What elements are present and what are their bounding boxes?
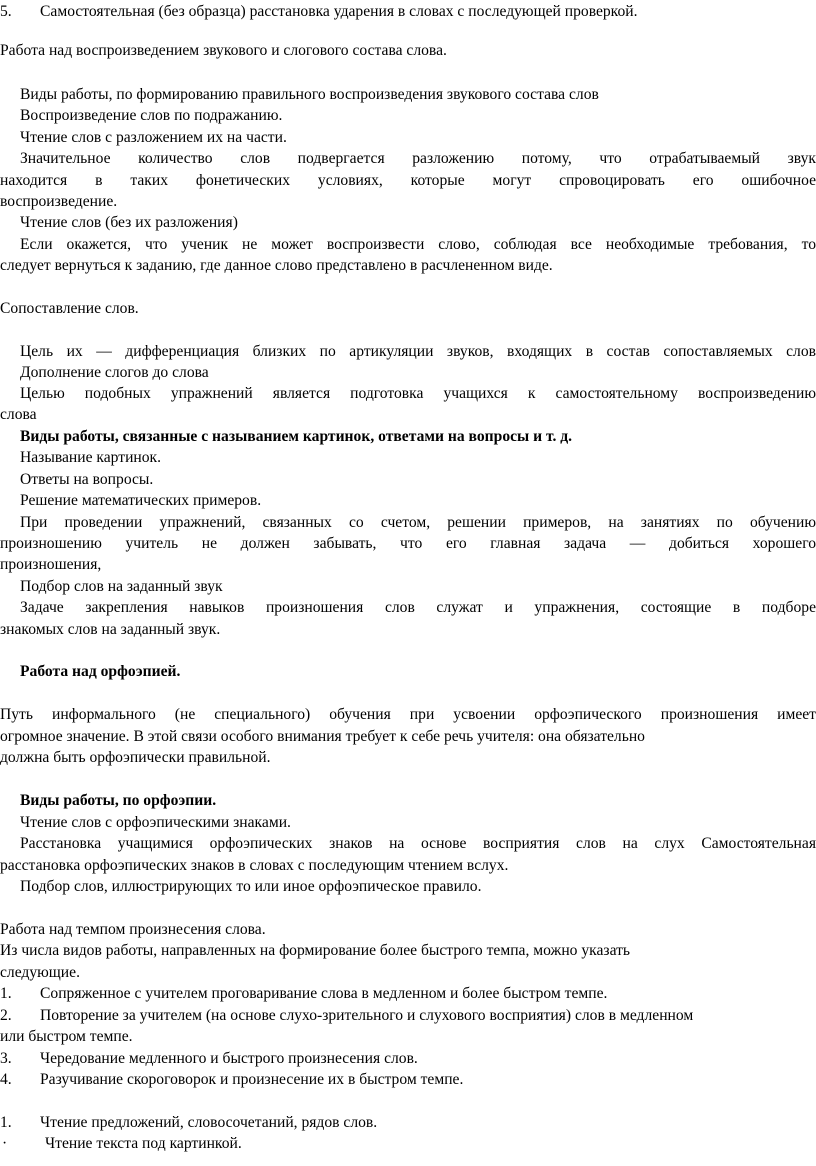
- paragraph-line: Дополнение слогов до слова: [20, 364, 209, 381]
- list-number: 3.: [0, 1050, 12, 1067]
- paragraph-line: слова: [0, 406, 37, 423]
- paragraph-line: Расстановка учащимися орфоэпических знаков на основе восприятия слов на слух Самостоятельная: [20, 835, 816, 852]
- paragraph-line: следующие.: [0, 964, 80, 981]
- list-number: 2.: [0, 1007, 12, 1024]
- list-item: [0, 1134, 816, 1156]
- paragraph-line: Чтение слов (без их разложения): [20, 214, 238, 231]
- paragraph-line: Из числа видов работы, направленных на формирование более быстрого темпа, можно указать: [0, 942, 631, 959]
- paragraph-line: воспроизведение.: [0, 193, 118, 210]
- section-heading: Работа над темпом произнесения слова.: [0, 921, 266, 938]
- bullet: ·: [2, 1135, 8, 1152]
- section-heading: Сопоставление слов.: [0, 300, 139, 317]
- paragraph-line: Значительное количество слов подвергается разложению потому, что отрабатываемый звук: [20, 150, 816, 167]
- list-number: 5.: [0, 3, 12, 20]
- list-item-text: Повторение за учителем (на основе слухо-зрительного и слухового восприятия) слов в медленном: [40, 1007, 694, 1024]
- paragraph-line: Ответы на вопросы.: [20, 471, 154, 488]
- list-item: [0, 984, 816, 1006]
- paragraph-line: Путь информального (не специального) обучения при усвоении орфоэпического произношения имеет: [0, 706, 816, 723]
- paragraph-line: Называние картинок.: [20, 449, 162, 466]
- paragraph-line: Целью подобных упражнений является подготовка учащихся к самостоятельному воспроизведению: [20, 385, 816, 402]
- list-item: [0, 1049, 816, 1071]
- bold-heading: Виды работы, связанные с называнием картинок, ответами на вопросы и т. д.: [20, 428, 573, 445]
- paragraph-line: Решение математических примеров.: [20, 492, 262, 509]
- paragraph-line: Подбор слов, иллюстрирующих то или иное орфоэпическое правило.: [20, 878, 482, 895]
- paragraph-line: должна быть орфоэпически правильной.: [0, 749, 271, 766]
- paragraph-line: Воспроизведение слов по подражанию.: [20, 107, 283, 124]
- paragraph-line: Чтение слов с орфоэпическими знаками.: [20, 814, 291, 831]
- section-heading: Работа над воспроизведением звукового и слогового состава слова.: [0, 42, 447, 59]
- paragraph-line: следует вернуться к заданию, где данное слово представлено в расчлененном виде.: [0, 257, 553, 274]
- paragraph-line: Задаче закрепления навыков произношения слов служат и упражнения, состоящие в подборе: [20, 599, 816, 616]
- list-item-text: Сопряженное с учителем проговаривание слова в медленном и более быстром темпе.: [40, 985, 608, 1002]
- list-item: [0, 1006, 816, 1028]
- paragraph-line: находится в таких фонетических условиях, которые могут спровоцировать его ошибочное: [0, 172, 816, 189]
- list-item: [0, 1113, 816, 1135]
- list-number: 1.: [0, 1114, 12, 1131]
- paragraph-line: Подбор слов на заданный звук: [20, 578, 223, 595]
- paragraph-line: Если окажется, что ученик не может воспроизвести слово, соблюдая все необходимые требования, то: [20, 236, 816, 253]
- paragraph-line: Чтение слов с разложением их на части.: [20, 129, 287, 146]
- paragraph-line: Цель их — дифференциация близких по артикуляции звуков, входящих в состав сопоставляемых слов: [20, 343, 816, 360]
- paragraph-line: произношению учитель не должен забывать, что его главная задача — добиться хорошего: [0, 535, 816, 552]
- paragraph-line: произношения,: [0, 556, 102, 573]
- list-item-text: Чтение предложений, словосочетаний, рядов слов.: [40, 1114, 378, 1131]
- list-number: 1.: [0, 985, 12, 1002]
- bold-heading: Работа над орфоэпией.: [20, 663, 181, 680]
- list-item: [0, 2, 816, 24]
- paragraph-line: При проведении упражнений, связанных со счетом, решении примеров, на занятиях по обучению: [20, 514, 816, 531]
- bold-heading: Виды работы, по орфоэпии.: [20, 792, 217, 809]
- list-item-text: Чтение текста под картинкой.: [45, 1135, 242, 1152]
- paragraph-line: огромное значение. В этой связи особого внимания требует к себе речь учителя: она обязательно: [0, 728, 645, 745]
- paragraph-line: знакомых слов на заданный звук.: [0, 621, 221, 638]
- list-item-continuation: или быстром темпе.: [0, 1028, 133, 1045]
- list-item: [0, 1070, 816, 1092]
- list-item-text: Чередование медленного и быстрого произнесения слов.: [40, 1050, 418, 1067]
- paragraph-line: расстановка орфоэпических знаков в словах с последующим чтением вслух.: [0, 857, 509, 874]
- list-number: 4.: [0, 1071, 12, 1088]
- list-item-text: Разучивание скороговорок и произнесение их в быстром темпе.: [40, 1071, 464, 1088]
- list-item-text: Самостоятельная (без образца) расстановка ударения в словах с последующей проверкой.: [40, 3, 638, 20]
- paragraph-line: Виды работы, по формированию правильного воспроизведения звукового состава слов: [20, 86, 599, 103]
